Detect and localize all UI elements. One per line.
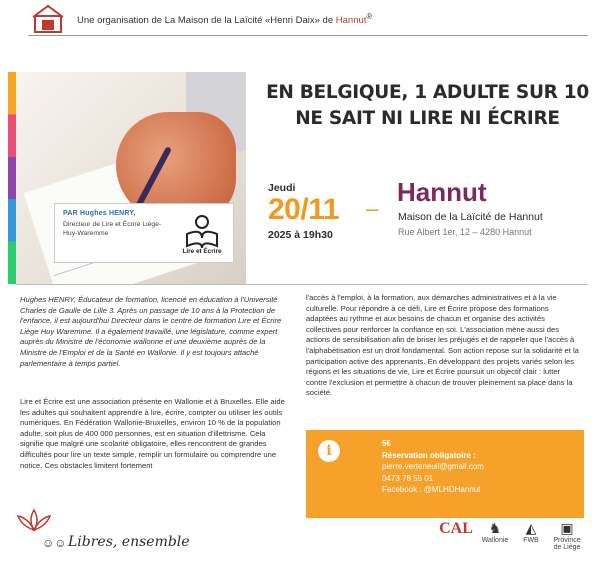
- info-icon: i: [318, 440, 340, 462]
- event-city: Hannut: [397, 177, 487, 207]
- fwb-icon: ◭: [525, 520, 537, 536]
- header: [0, 0, 595, 58]
- association-description: Lire et Écrire est une association présente en Wallonie et à Bruxelles. Elle aide les adultes qui souhaitent apprendre à lire, écrire, compter ou utiliser les outils numériques. En Fédération Wallonie-Bruxelles, environ 10 % de la population adulte, soit plus de 400 000 personnes, est en situation d'illettrisme. Cela signifie que malgré une scolarité obligatoire, elles rencontrent de grandes difficultés pour lire un texte simple, remplir un formulaire ou comprendre une notice. Ces obstacles limitent fortement: [20, 397, 285, 470]
- tagline: Libres, ensemble: [68, 534, 190, 550]
- province-icon: ▣: [560, 520, 574, 536]
- organizer-mark: ®: [366, 12, 373, 21]
- speaker-bio: Hughes HENRY, Éducateur de formation, licencié en éducation à l'Université Charles de Gaulle de Lille 3. Après un passage de 10 ans à la Protection de l'enfance, il est aujourd'hui Directeur dans le centre de formation Lire et Écrire Liège Huy Waremme. Il a également travaillé, une législature, comme expert auprès du Ministre de l'économie wallonne et une deuxième auprès de la Ministre de l'Emploi et de la Santé en Wallonie. Il y est toujours attaché parlementaire à temps partiel.: [20, 295, 282, 368]
- header-divider: [28, 35, 588, 36]
- event-day: Jeudi: [268, 182, 296, 194]
- lotus-icon: [14, 506, 54, 534]
- event-venue: Maison de la Laïcité de Hannut: [398, 211, 543, 223]
- reservation-box: [306, 430, 584, 518]
- partner-fwb-label: FWB: [523, 537, 539, 544]
- organizer-city: Hannut: [335, 15, 367, 27]
- reservation-details: [382, 438, 484, 496]
- reservation-label: Réservation obligatoire :: [382, 450, 476, 460]
- section-divider: [16, 284, 588, 285]
- event-dash: –: [366, 196, 379, 221]
- partner-logo-fwb: [516, 520, 546, 544]
- organizer-text: Une organisation de La Maison de la Laïcité «Henri Daix» de: [77, 15, 336, 27]
- partner-logo-cal: [436, 520, 476, 538]
- maison-laicite-logo-icon: [32, 4, 64, 34]
- organizer-line: [77, 12, 372, 26]
- event-address: Rue Albert 1er, 12 – 4280 Hannut: [398, 227, 532, 237]
- contact-email[interactable]: pierre.verteneuil@gmail.com: [382, 462, 484, 471]
- author-name: PAR Hughes HENRY,: [63, 210, 136, 217]
- event-time: 2025 à 19h30: [268, 229, 333, 241]
- people-icon: ☺☺: [42, 536, 67, 550]
- partner-cal-label: CAL: [439, 520, 473, 537]
- headline-line-1: EN BELGIQUE, 1 ADULTE SUR 10: [266, 82, 589, 103]
- author-role: Directeur de Lire et Écrire Liège-Huy-Waremme: [63, 221, 162, 237]
- price: 5€: [382, 439, 391, 448]
- event-date: 20/11: [268, 193, 339, 226]
- author-logo-label: Lire et Écrire: [182, 248, 222, 255]
- facebook-link[interactable]: Facebook : @MLHDHannut: [382, 485, 481, 494]
- color-strip: [8, 72, 16, 284]
- partner-logo-wallonie: [480, 520, 510, 544]
- contact-phone[interactable]: 0473 78 55 01: [382, 473, 434, 483]
- partner-province-label: Province de Liège: [553, 537, 581, 551]
- author-card: [54, 203, 234, 263]
- rooster-icon: ♞: [488, 520, 502, 536]
- headline: [260, 80, 595, 132]
- partner-logo-province: [550, 520, 584, 551]
- partner-wallonie-label: Wallonie: [481, 537, 509, 544]
- association-description-continued: l'accès à l'emploi, à la formation, aux démarches administratives et à la vie culturelle. Pour répondre à ce défi, Lire et Écrire propose des formations adaptées au rythme et aux besoins de chacun et organise des activités collectives pour renforcer la confiance en soi. L'association mène aussi des actions de sensibilisation afin de briser les préjugés et de rappeler que l'accès à l'alphabétisation est un droit fondamental. Son action repose sur la solidarité et la participation active des apprenants. En développant des projets variés selon les régions et les situations de vie, Lire et Écrire poursuit un objectif clair : lutter contre l'exclusion et permettre à chacun de trouver pleinement sa place dans la société.: [306, 293, 579, 398]
- headline-line-2: NE SAIT NI LIRE NI ÉCRIRE: [295, 108, 560, 129]
- partner-logos: [436, 520, 586, 556]
